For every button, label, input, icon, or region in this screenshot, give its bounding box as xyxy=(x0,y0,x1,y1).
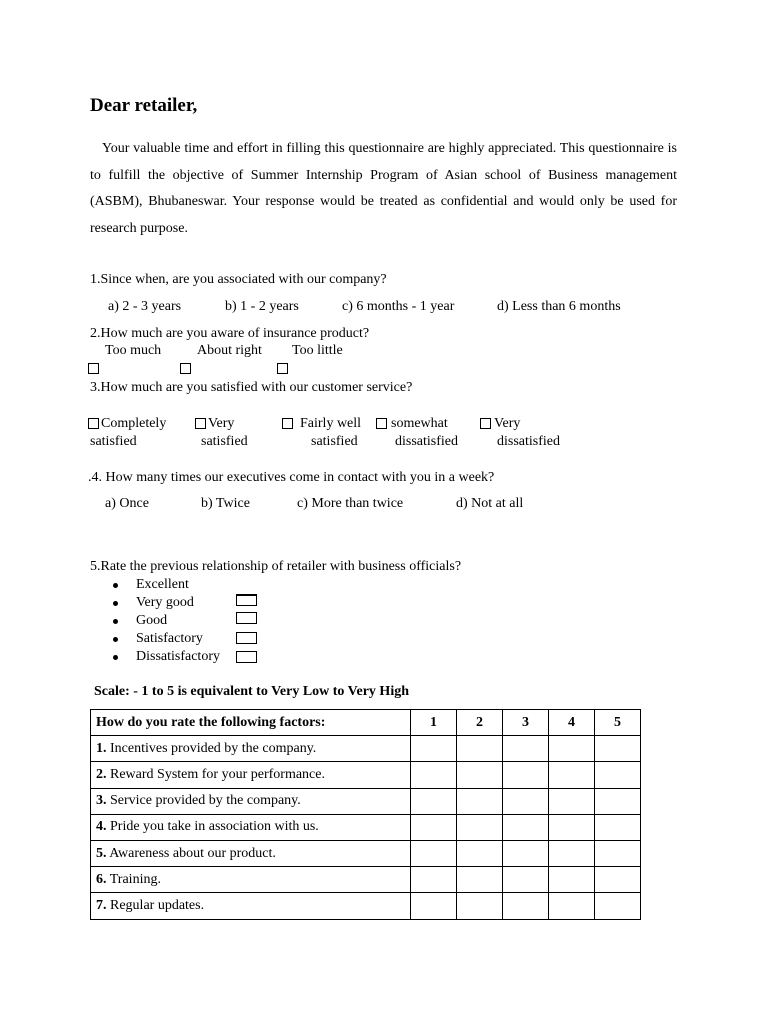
factor-number: 6. xyxy=(96,871,107,887)
table-header-row xyxy=(91,710,641,736)
rating-cell[interactable] xyxy=(457,840,503,866)
q3-question: 3.How much are you satisfied with our customer service? xyxy=(90,380,413,395)
factor-label xyxy=(91,762,411,788)
q3-checkbox-fairly-well-satisfied[interactable] xyxy=(282,418,293,429)
rating-cell[interactable] xyxy=(549,736,595,762)
q4-option-a[interactable]: a) Once xyxy=(105,496,149,511)
rating-cell[interactable] xyxy=(549,762,595,788)
factor-number: 2. xyxy=(96,766,107,782)
scale-note: Scale: - 1 to 5 is equivalent to Very Low to Very High xyxy=(94,684,409,699)
intro-paragraph: Your valuable time and effort in filling this questionnaire are highly appreciated. This questionnaire is to fulfill the objective of Summer Internship Program of Asian school of Business management (ASBM), Bhubaneswar. Your response would be treated as confidential and would only be used for research purpose. xyxy=(90,141,677,236)
rating-cell[interactable] xyxy=(549,840,595,866)
q3-checkbox-somewhat-dissatisfied[interactable] xyxy=(376,418,387,429)
rating-cell[interactable] xyxy=(411,867,457,893)
q1-option-b[interactable]: b) 1 - 2 years xyxy=(225,299,299,314)
rating-cell[interactable] xyxy=(457,736,503,762)
rating-cell[interactable] xyxy=(457,788,503,814)
q1-option-c[interactable]: c) 6 months - 1 year xyxy=(342,299,455,314)
rating-cell[interactable] xyxy=(503,736,549,762)
rating-cell[interactable] xyxy=(549,867,595,893)
q2-label-too-much: Too much xyxy=(105,343,162,358)
factor-label xyxy=(91,788,411,814)
q4-question: .4. How many times our executives come in contact with you in a week? xyxy=(88,470,495,485)
factor-label xyxy=(91,736,411,762)
column-header-1: 1 xyxy=(411,710,457,736)
factor-number: 3. xyxy=(96,793,107,809)
rating-cell[interactable] xyxy=(595,840,641,866)
q5-option-good: Good xyxy=(136,613,168,628)
bullet-icon xyxy=(113,601,118,606)
bullet-icon xyxy=(113,655,118,660)
rating-cell[interactable] xyxy=(549,788,595,814)
rating-cell[interactable] xyxy=(411,814,457,840)
column-header-4: 4 xyxy=(549,710,595,736)
q2-checkbox-too-much[interactable] xyxy=(88,363,99,374)
q5-checkbox-dissatisfactory[interactable] xyxy=(236,651,257,663)
bullet-icon xyxy=(113,637,118,642)
table-row xyxy=(91,788,641,814)
factor-number: 7. xyxy=(96,897,107,913)
rating-cell[interactable] xyxy=(457,893,503,919)
column-header-5: 5 xyxy=(595,710,641,736)
q3-option3-line2: satisfied xyxy=(311,434,358,449)
rating-cell[interactable] xyxy=(503,867,549,893)
rating-cell[interactable] xyxy=(411,736,457,762)
factor-text: Incentives provided by the company. xyxy=(106,740,317,756)
rating-cell[interactable] xyxy=(549,814,595,840)
rating-cell[interactable] xyxy=(503,840,549,866)
rating-cell[interactable] xyxy=(503,893,549,919)
rating-cell[interactable] xyxy=(595,736,641,762)
greeting: Dear retailer, xyxy=(90,95,198,116)
factor-text: Regular updates. xyxy=(106,897,205,913)
q5-option-dissatisfactory: Dissatisfactory xyxy=(136,649,220,664)
q5-checkbox-very-good[interactable] xyxy=(236,594,257,606)
q1-question: 1.Since when, are you associated with our company? xyxy=(90,272,387,287)
q3-option4-line1: somewhat xyxy=(391,416,448,431)
q3-option2-line1: Very xyxy=(208,416,235,431)
q1-option-a[interactable]: a) 2 - 3 years xyxy=(108,299,182,314)
factor-number: 1. xyxy=(96,740,107,756)
q3-option5-line1: Very xyxy=(494,416,521,431)
q3-option3-line1: Fairly well xyxy=(300,416,362,431)
q3-checkbox-completely-satisfied[interactable] xyxy=(88,418,99,429)
factor-text: Training. xyxy=(106,871,161,887)
rating-cell[interactable] xyxy=(411,840,457,866)
factor-text: Awareness about our product. xyxy=(106,845,276,861)
factor-text: Pride you take in association with us. xyxy=(106,819,319,835)
q2-label-too-little: Too little xyxy=(292,343,343,358)
q3-checkbox-very-dissatisfied[interactable] xyxy=(480,418,491,429)
column-header-2: 2 xyxy=(457,710,503,736)
rating-cell[interactable] xyxy=(503,814,549,840)
factor-label xyxy=(91,814,411,840)
rating-cell[interactable] xyxy=(503,788,549,814)
rating-cell[interactable] xyxy=(457,867,503,893)
rating-cell[interactable] xyxy=(595,788,641,814)
q5-checkbox-good[interactable] xyxy=(236,612,257,624)
q5-checkbox-satisfactory[interactable] xyxy=(236,632,257,644)
q3-option5-line2: dissatisfied xyxy=(497,434,560,449)
q3-option4-line2: dissatisfied xyxy=(395,434,458,449)
rating-cell[interactable] xyxy=(595,762,641,788)
table-row xyxy=(91,867,641,893)
factor-label xyxy=(91,840,411,866)
factor-number: 4. xyxy=(96,819,107,835)
q4-option-d[interactable]: d) Not at all xyxy=(456,496,524,511)
q2-checkbox-about-right[interactable] xyxy=(180,363,191,374)
factor-text: Reward System for your performance. xyxy=(106,766,325,782)
rating-cell[interactable] xyxy=(595,893,641,919)
q3-option1-line1: Completely xyxy=(101,416,167,431)
table-row xyxy=(91,893,641,919)
factor-text: Service provided by the company. xyxy=(106,793,301,809)
table-row xyxy=(91,762,641,788)
rating-cell[interactable] xyxy=(411,788,457,814)
factor-label xyxy=(91,893,411,919)
q2-question: 2.How much are you aware of insurance product? xyxy=(90,326,370,341)
column-header-3: 3 xyxy=(503,710,549,736)
q2-label-about-right: About right xyxy=(197,343,262,358)
rating-cell[interactable] xyxy=(411,893,457,919)
rating-cell[interactable] xyxy=(595,814,641,840)
rating-cell[interactable] xyxy=(411,762,457,788)
table-row xyxy=(91,736,641,762)
q2-checkbox-too-little[interactable] xyxy=(277,363,288,374)
bullet-icon xyxy=(113,583,118,588)
rating-cell[interactable] xyxy=(457,762,503,788)
q5-question: 5.Rate the previous relationship of retailer with business officials? xyxy=(90,559,462,574)
q4-option-b[interactable]: b) Twice xyxy=(201,496,250,511)
rating-cell[interactable] xyxy=(549,893,595,919)
table-header-label: How do you rate the following factors: xyxy=(91,710,411,736)
rating-table xyxy=(90,709,641,920)
q4-option-c[interactable]: c) More than twice xyxy=(297,496,404,511)
q3-checkbox-very-satisfied[interactable] xyxy=(195,418,206,429)
rating-cell[interactable] xyxy=(457,814,503,840)
factor-label xyxy=(91,867,411,893)
factor-number: 5. xyxy=(96,845,107,861)
q5-option-very-good: Very good xyxy=(136,595,194,610)
q5-option-satisfactory: Satisfactory xyxy=(136,631,203,646)
table-row xyxy=(91,840,641,866)
rating-cell[interactable] xyxy=(595,867,641,893)
q3-option1-line2: satisfied xyxy=(90,434,137,449)
rating-cell[interactable] xyxy=(503,762,549,788)
q3-option2-line2: satisfied xyxy=(201,434,248,449)
table-row xyxy=(91,814,641,840)
q1-option-d[interactable]: d) Less than 6 months xyxy=(497,299,621,314)
bullet-icon xyxy=(113,619,118,624)
q5-option-excellent: Excellent xyxy=(136,577,189,592)
